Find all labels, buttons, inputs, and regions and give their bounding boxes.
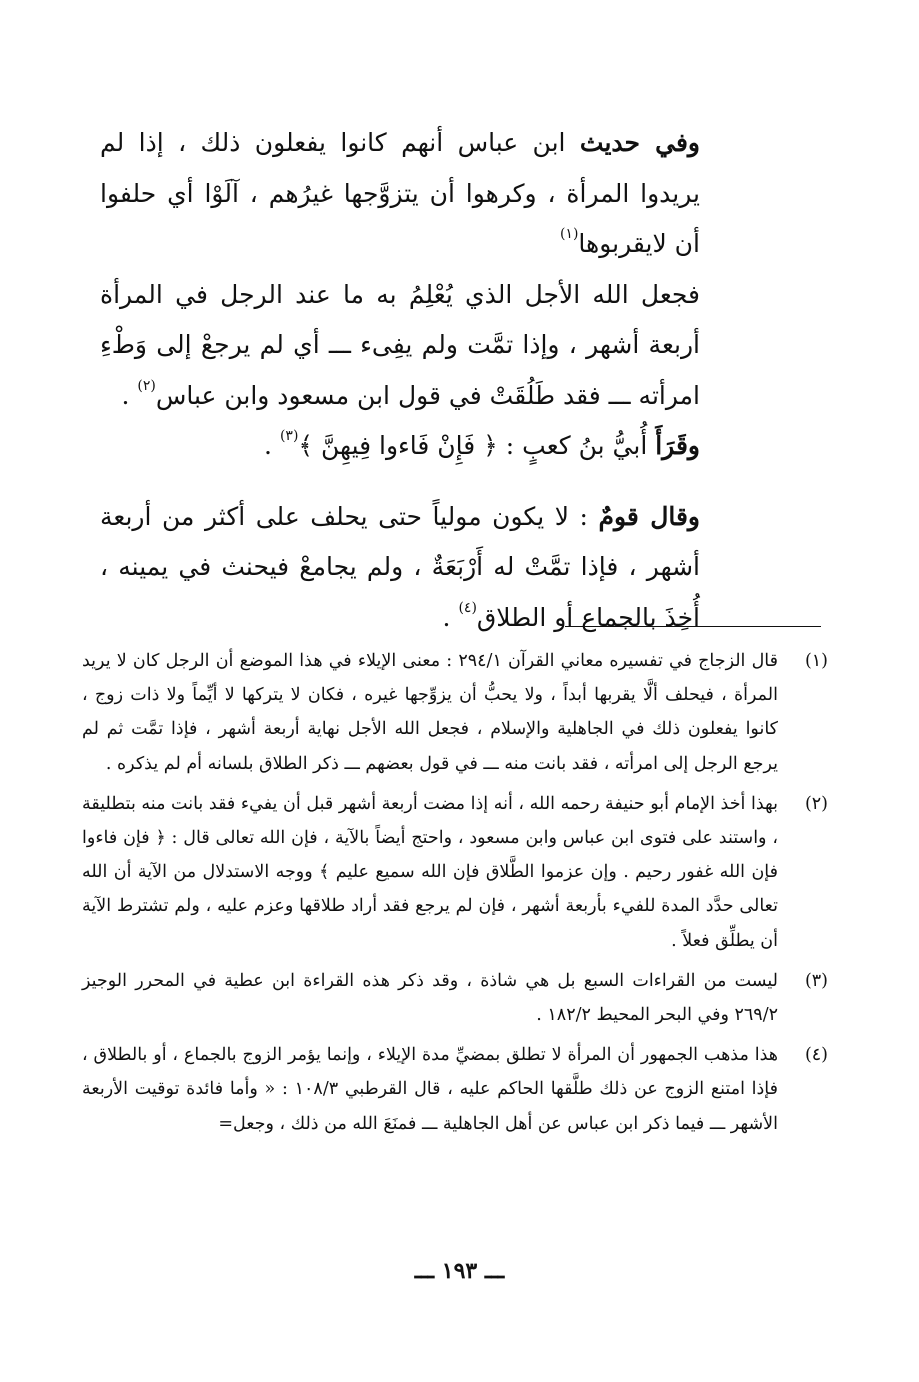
footnote-4	[82, 1038, 828, 1141]
page-number: ـــ ١٩٣ ـــ	[414, 1258, 505, 1284]
paragraph-end: .	[121, 380, 138, 410]
footnote-separator	[565, 626, 821, 627]
footnote-text: بهذا أخذ الإمام أبو حنيفة رحمه الله ، أنه إذا مضت أربعة أشهر قبل أن يفيء فقد بانت منه بتطليقة ، واستند على فتوى ابن عباس وابن مسعود ، واحتج أيضاً بالآية ، فإن الله تعالى قال : ﴿ فإن فاءوا فإن الله غفور رحيم . وإن عزموا الطَّلاق فإن الله سميع عليم ﴾ ووجه الاستدلال من الآية أن الله تعالى حدَّد المدة للفيء بأربعة أشهر ، فإن لم يرجع فقد أراد طلاقها وعزم عليه ، ولم تشترط الآية أن يطلِّق فعلاً .	[82, 793, 778, 951]
paragraph-text: : لا يكون مولياً حتى يحلف على أكثر من أربعة أشهر ، فإذا تمَّتْ له أَرْبَعَةٌ ، ولم يجامعْ فيحنث في يمينه ، أُخِذَ بالجماع أو الطلاق	[100, 501, 700, 632]
lead-word: وقال قومٌ	[598, 501, 700, 531]
paragraph-text: أُبيُّ بنُ كعبٍ : ﴿ فَإِنْ فَاءوا فِيهِنَّ ﴾	[298, 431, 656, 460]
footnote-text: هذا مذهب الجمهور أن المرأة لا تطلق بمضيِّ مدة الإيلاء ، وإنما يؤمر الزوج بالجماع ، أو بالطلاق ، فإذا امتنع الزوج عن ذلك طلَّقها الحاكم عليه ، قال القرطبي ١٠٨/٣ : « وأما فائدة توقيت الأربعة الأشهر ـــ فيما ذكر ابن عباس عن أهل الجاهلية ـــ فمنَعَ الله من ذلك ، وجعل=	[82, 1045, 779, 1134]
main-text	[100, 118, 700, 643]
paragraph-4	[100, 492, 700, 644]
paragraph-3	[100, 421, 700, 472]
lead-word: وقَرَأَ	[655, 431, 700, 460]
footnote-ref[interactable]: (٤)	[458, 599, 477, 616]
paragraph-text: فجعل الله الأجل الذي يُعْلِمُ به ما عند الرجل في المرأة أربعة أشهر ، وإذا تمَّت ولم يفِىء ـــ أي لم يرجعْ إلى وَطْءِ امرأته ـــ فقد طَلُقَتْ في قول ابن مسعود وابن عباس	[100, 279, 700, 410]
footnote-3	[82, 964, 828, 1032]
paragraph-end: .	[442, 602, 459, 632]
footnote-number: (٢)	[804, 793, 828, 814]
footnote-ref[interactable]: (٣)	[279, 428, 299, 444]
paragraph-end: .	[264, 431, 280, 460]
footnote-text: ليست من القراءات السبع بل هي شاذة ، وقد ذكر هذه القراءة ابن عطية في المحرر الوجيز ٢٦٩/٢ وفي البحر المحيط ١٨٢/٢ .	[82, 970, 778, 1026]
paragraph-1	[100, 118, 700, 270]
footnote-1	[82, 644, 828, 781]
lead-word: وفي حديث	[579, 128, 700, 157]
paragraph-text: ابن عباس أنهم كانوا يفعلون ذلك ، إذا لم يريدوا المرأة ، وكرهوا أن يتزوَّجها غيرُهم ، آلَوْا أي حلفوا أن لايقربوها	[100, 128, 700, 258]
footnote-number: (٤)	[804, 1045, 828, 1066]
footnote-text: قال الزجاج في تفسيره معاني القرآن ٢٩٤/١ : معنى الإيلاء في هذا الموضع أن الرجل كان لا يريد المرأة ، فيحلف ألَّا يقربها أبداً ، ولا يحبُّ أن يزوِّجها غيره ، فكان لا يتركها لا أيِّماً ولا ذات زوج ، كانوا يفعلون ذلك في الجاهلية والإسلام ، فجعل الله الأجل نهاية أربعة أشهر ، فإذا تمَّت ثم لم يرجع الرجل إلى امرأته ، فقد بانت منه ـــ في قول بعضهم ـــ ذكر الطلاق بلسانه أم لم يذكره .	[82, 651, 779, 774]
footnote-2	[82, 787, 828, 958]
footnote-number: (٣)	[804, 970, 828, 991]
paragraph-2	[100, 270, 700, 422]
footnote-ref[interactable]: (١)	[559, 226, 579, 242]
footnote-number: (١)	[804, 651, 828, 671]
footnotes	[82, 644, 828, 1147]
footnote-ref[interactable]: (٢)	[137, 377, 156, 394]
